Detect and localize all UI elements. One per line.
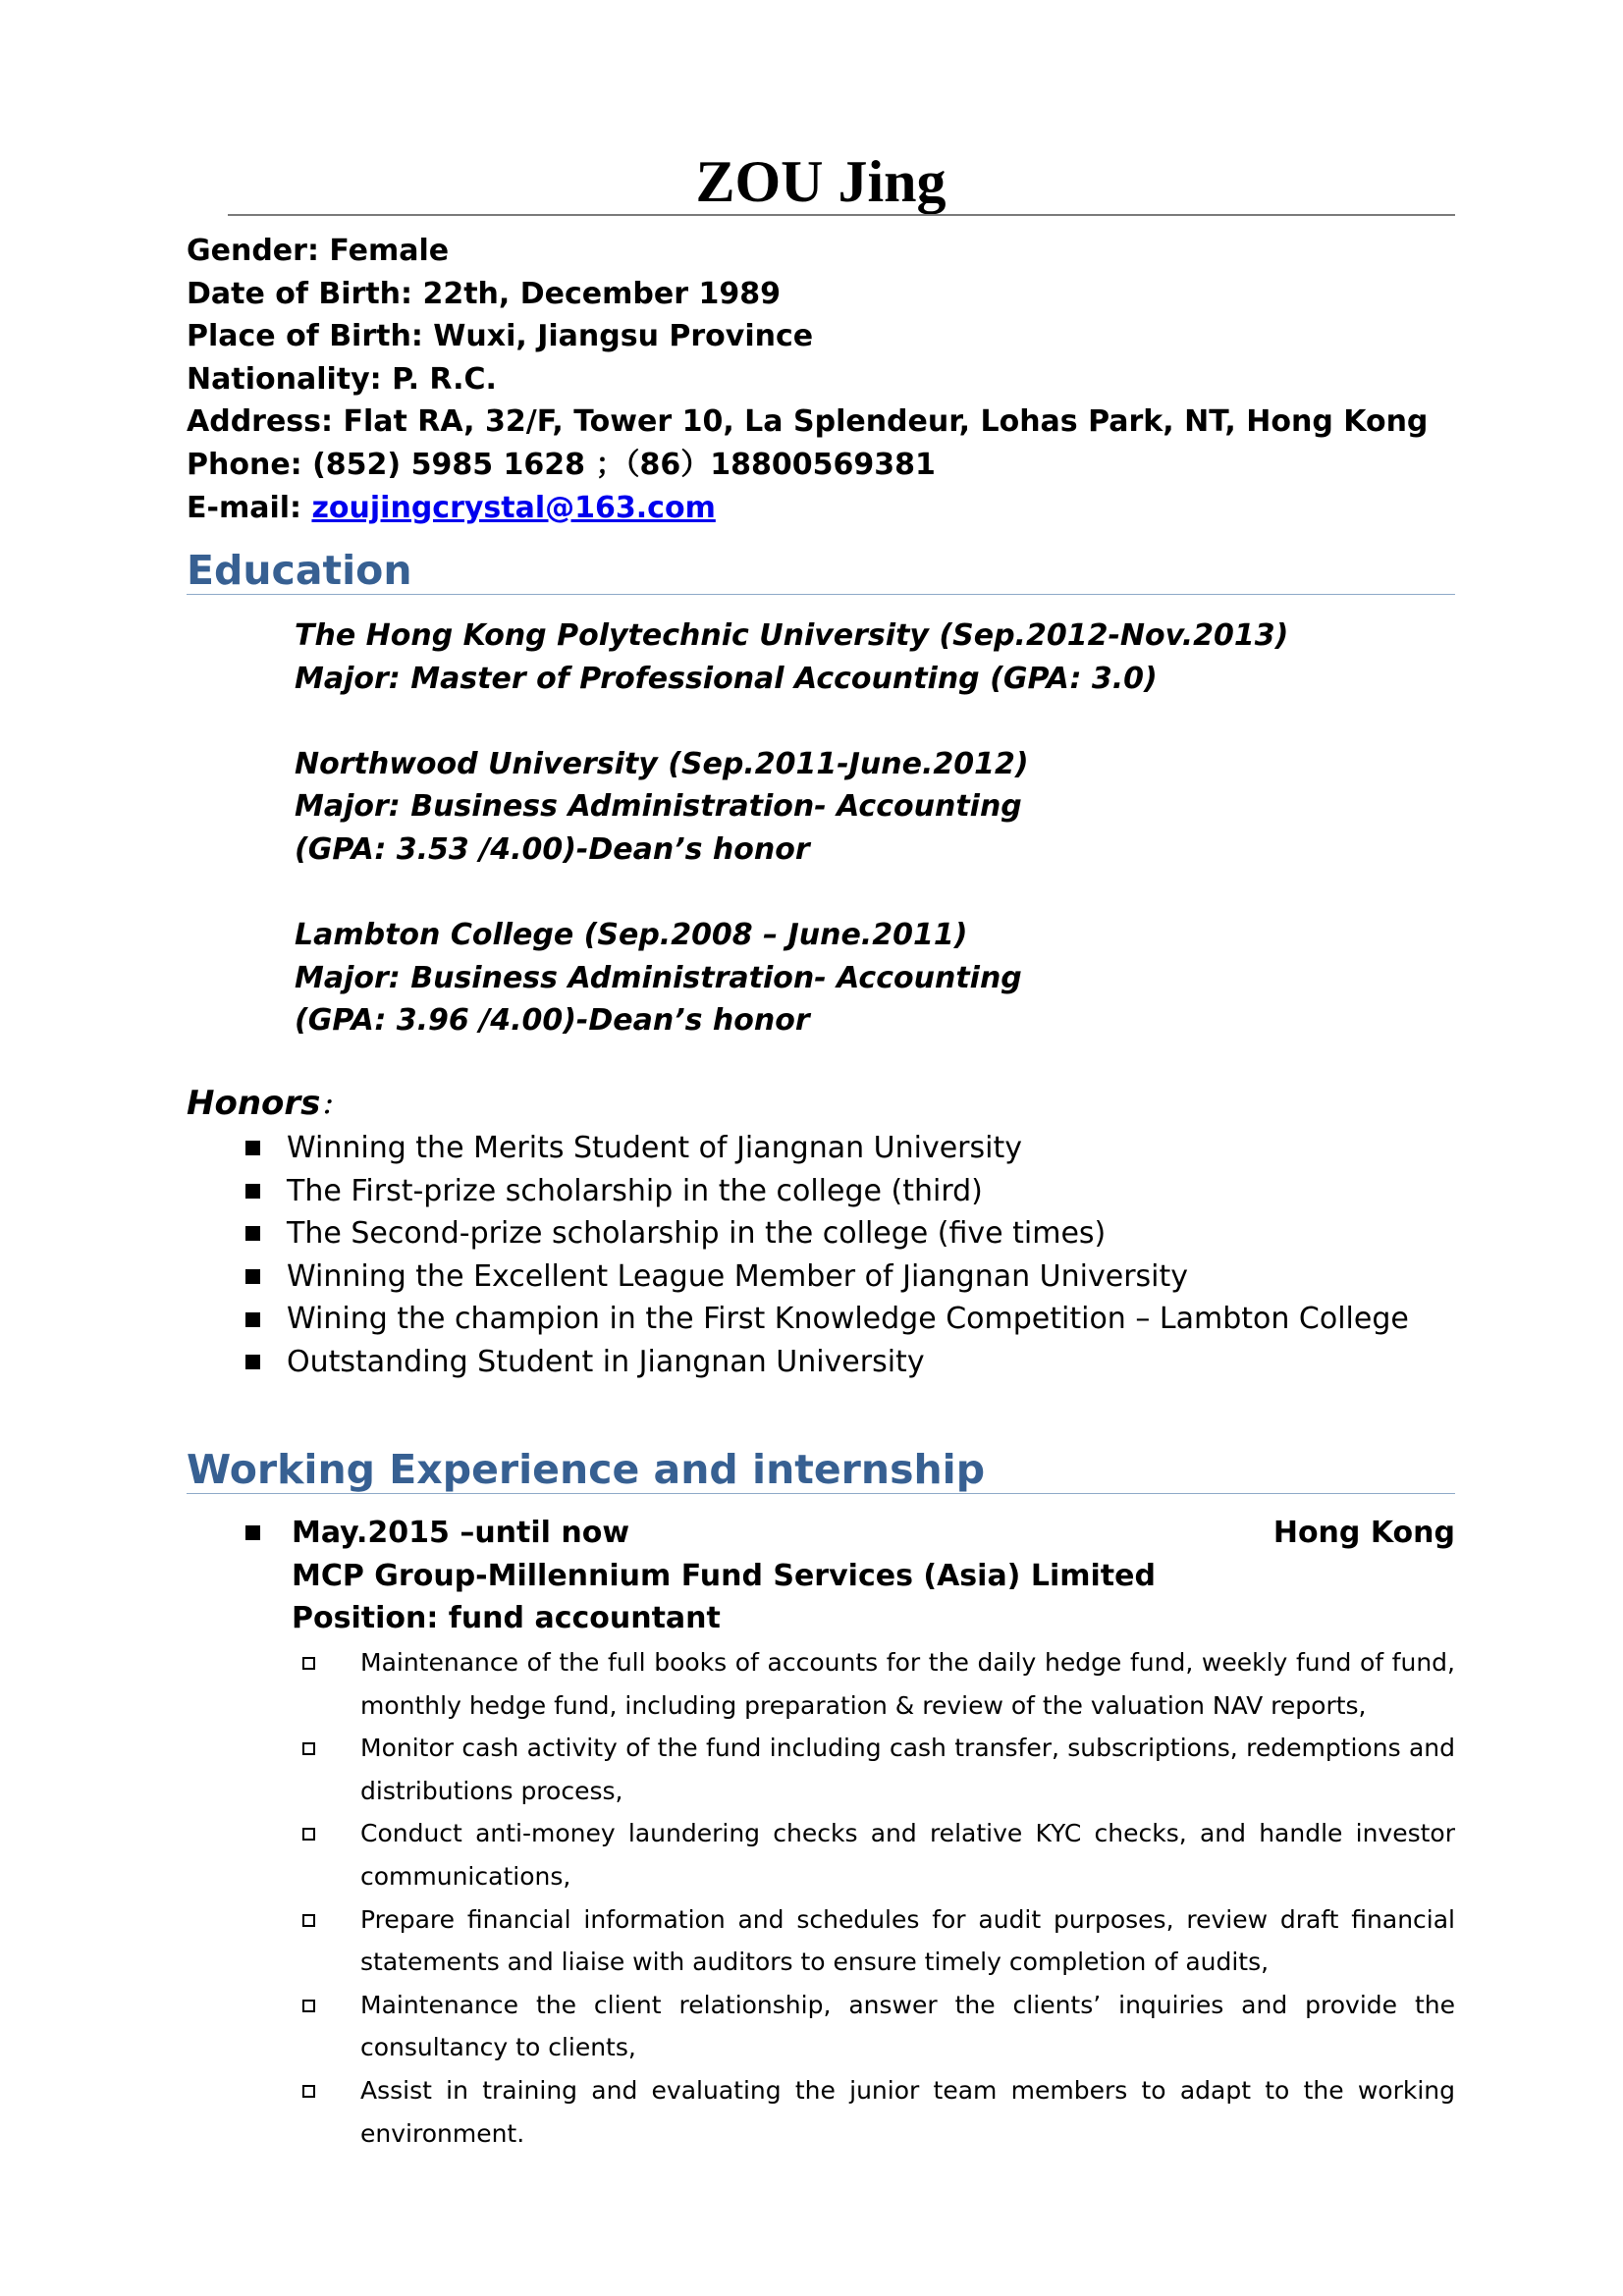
square-bullet-icon [245,1269,260,1284]
address: Address: Flat RA, 32/F, Tower 10, La Splendeur, Lohas Park, NT, Hong Kong [187,404,1429,440]
education-heading: Education [187,547,412,594]
email-label: E-mail: [187,490,312,525]
email-link[interactable]: zoujingcrystal@163.com [311,490,716,525]
honors-colon: ： [320,1092,347,1121]
duty-item: Maintenance the client relationship, answer the clients’ inquiries and provide the consultancy to clients, [302,1984,1455,2069]
education-list [295,614,1288,1042]
education-divider [187,594,1455,595]
honors-title: Honors [187,1084,321,1123]
place-of-birth: Place of Birth: Wuxi, Jiangsu Province [187,319,814,354]
resume-name: ZOU Jing [695,149,947,214]
honor-item: Winning the Excellent League Member of Jiangnan University [245,1255,1409,1299]
job-company: MCP Group-Millennium Fund Services (Asia) Limited [292,1558,1156,1593]
hollow-square-bullet-icon [302,1828,315,1841]
education-line: Northwood University (Sep.2011-June.2012) [295,746,1029,781]
hollow-square-bullet-icon [302,1914,315,1927]
education-line: Major: Business Administration- Accounting [295,789,1022,825]
education-line: (GPA: 3.96 /4.00)-Dean’s honor [295,1003,810,1039]
job-period: May.2015 –until now [292,1516,630,1550]
duty-item: Monitor cash activity of the fund including cash transfer, subscriptions, redemptions and distributions process, [302,1727,1455,1812]
square-bullet-icon [245,1355,260,1369]
honors-heading [187,1082,346,1128]
honor-item: Outstanding Student in Jiangnan University [245,1341,1409,1384]
square-bullet-icon [245,1312,260,1327]
phone: Phone: (852) 5985 1628 ；（86）18800569381 [187,447,936,482]
personal-info [187,230,1428,529]
education-line: Lambton College (Sep.2008 – June.2011) [295,918,968,953]
email-row [187,487,1428,530]
education-line: Major: Master of Professional Accounting (GPA: 3.0) [295,661,1158,696]
job-header [245,1512,1455,1555]
square-bullet-icon [245,1184,260,1199]
honors-list [245,1127,1409,1384]
job-duties [302,1641,1455,2155]
hollow-square-bullet-icon [302,1742,315,1755]
job-position: Position: fund accountant [292,1601,721,1636]
square-bullet-icon [245,1525,260,1540]
gender: Gender: Female [187,234,450,268]
honor-item: Wining the champion in the First Knowledge Competition – Lambton College [245,1298,1409,1341]
job-entry [245,1512,1455,1640]
nationality: Nationality: P. R.C. [187,361,497,397]
job-location: Hong Kong [1272,1516,1455,1550]
date-of-birth: Date of Birth: 22th, December 1989 [187,276,781,311]
education-line: Major: Business Administration- Accounting [295,960,1022,995]
work-heading: Working Experience and internship [187,1446,986,1493]
duty-item: Conduct anti-money laundering checks and relative KYC checks, and handle investor communications, [302,1812,1455,1897]
hollow-square-bullet-icon [302,2085,315,2098]
name-divider [228,214,1455,216]
hollow-square-bullet-icon [302,2000,315,2012]
honor-item: The First-prize scholarship in the college (third) [245,1170,1409,1213]
education-line: The Hong Kong Polytechnic University (Sep.2012-Nov.2013) [295,618,1289,653]
work-divider [187,1493,1455,1494]
square-bullet-icon [245,1141,260,1155]
honor-item: The Second-prize scholarship in the college (five times) [245,1212,1409,1255]
square-bullet-icon [245,1226,260,1241]
education-line: (GPA: 3.53 /4.00)-Dean’s honor [295,831,810,867]
hollow-square-bullet-icon [302,1657,315,1670]
duty-item: Prepare financial information and schedules for audit purposes, review draft financial statements and liaise with auditors to ensure timely completion of audits, [302,1898,1455,1984]
honor-item: Winning the Merits Student of Jiangnan University [245,1127,1409,1170]
duty-item: Assist in training and evaluating the junior team members to adapt to the working environment. [302,2069,1455,2155]
duty-item: Maintenance of the full books of accounts for the daily hedge fund, weekly fund of fund, monthly hedge fund, including preparation & review of the valuation NAV reports, [302,1641,1455,1727]
